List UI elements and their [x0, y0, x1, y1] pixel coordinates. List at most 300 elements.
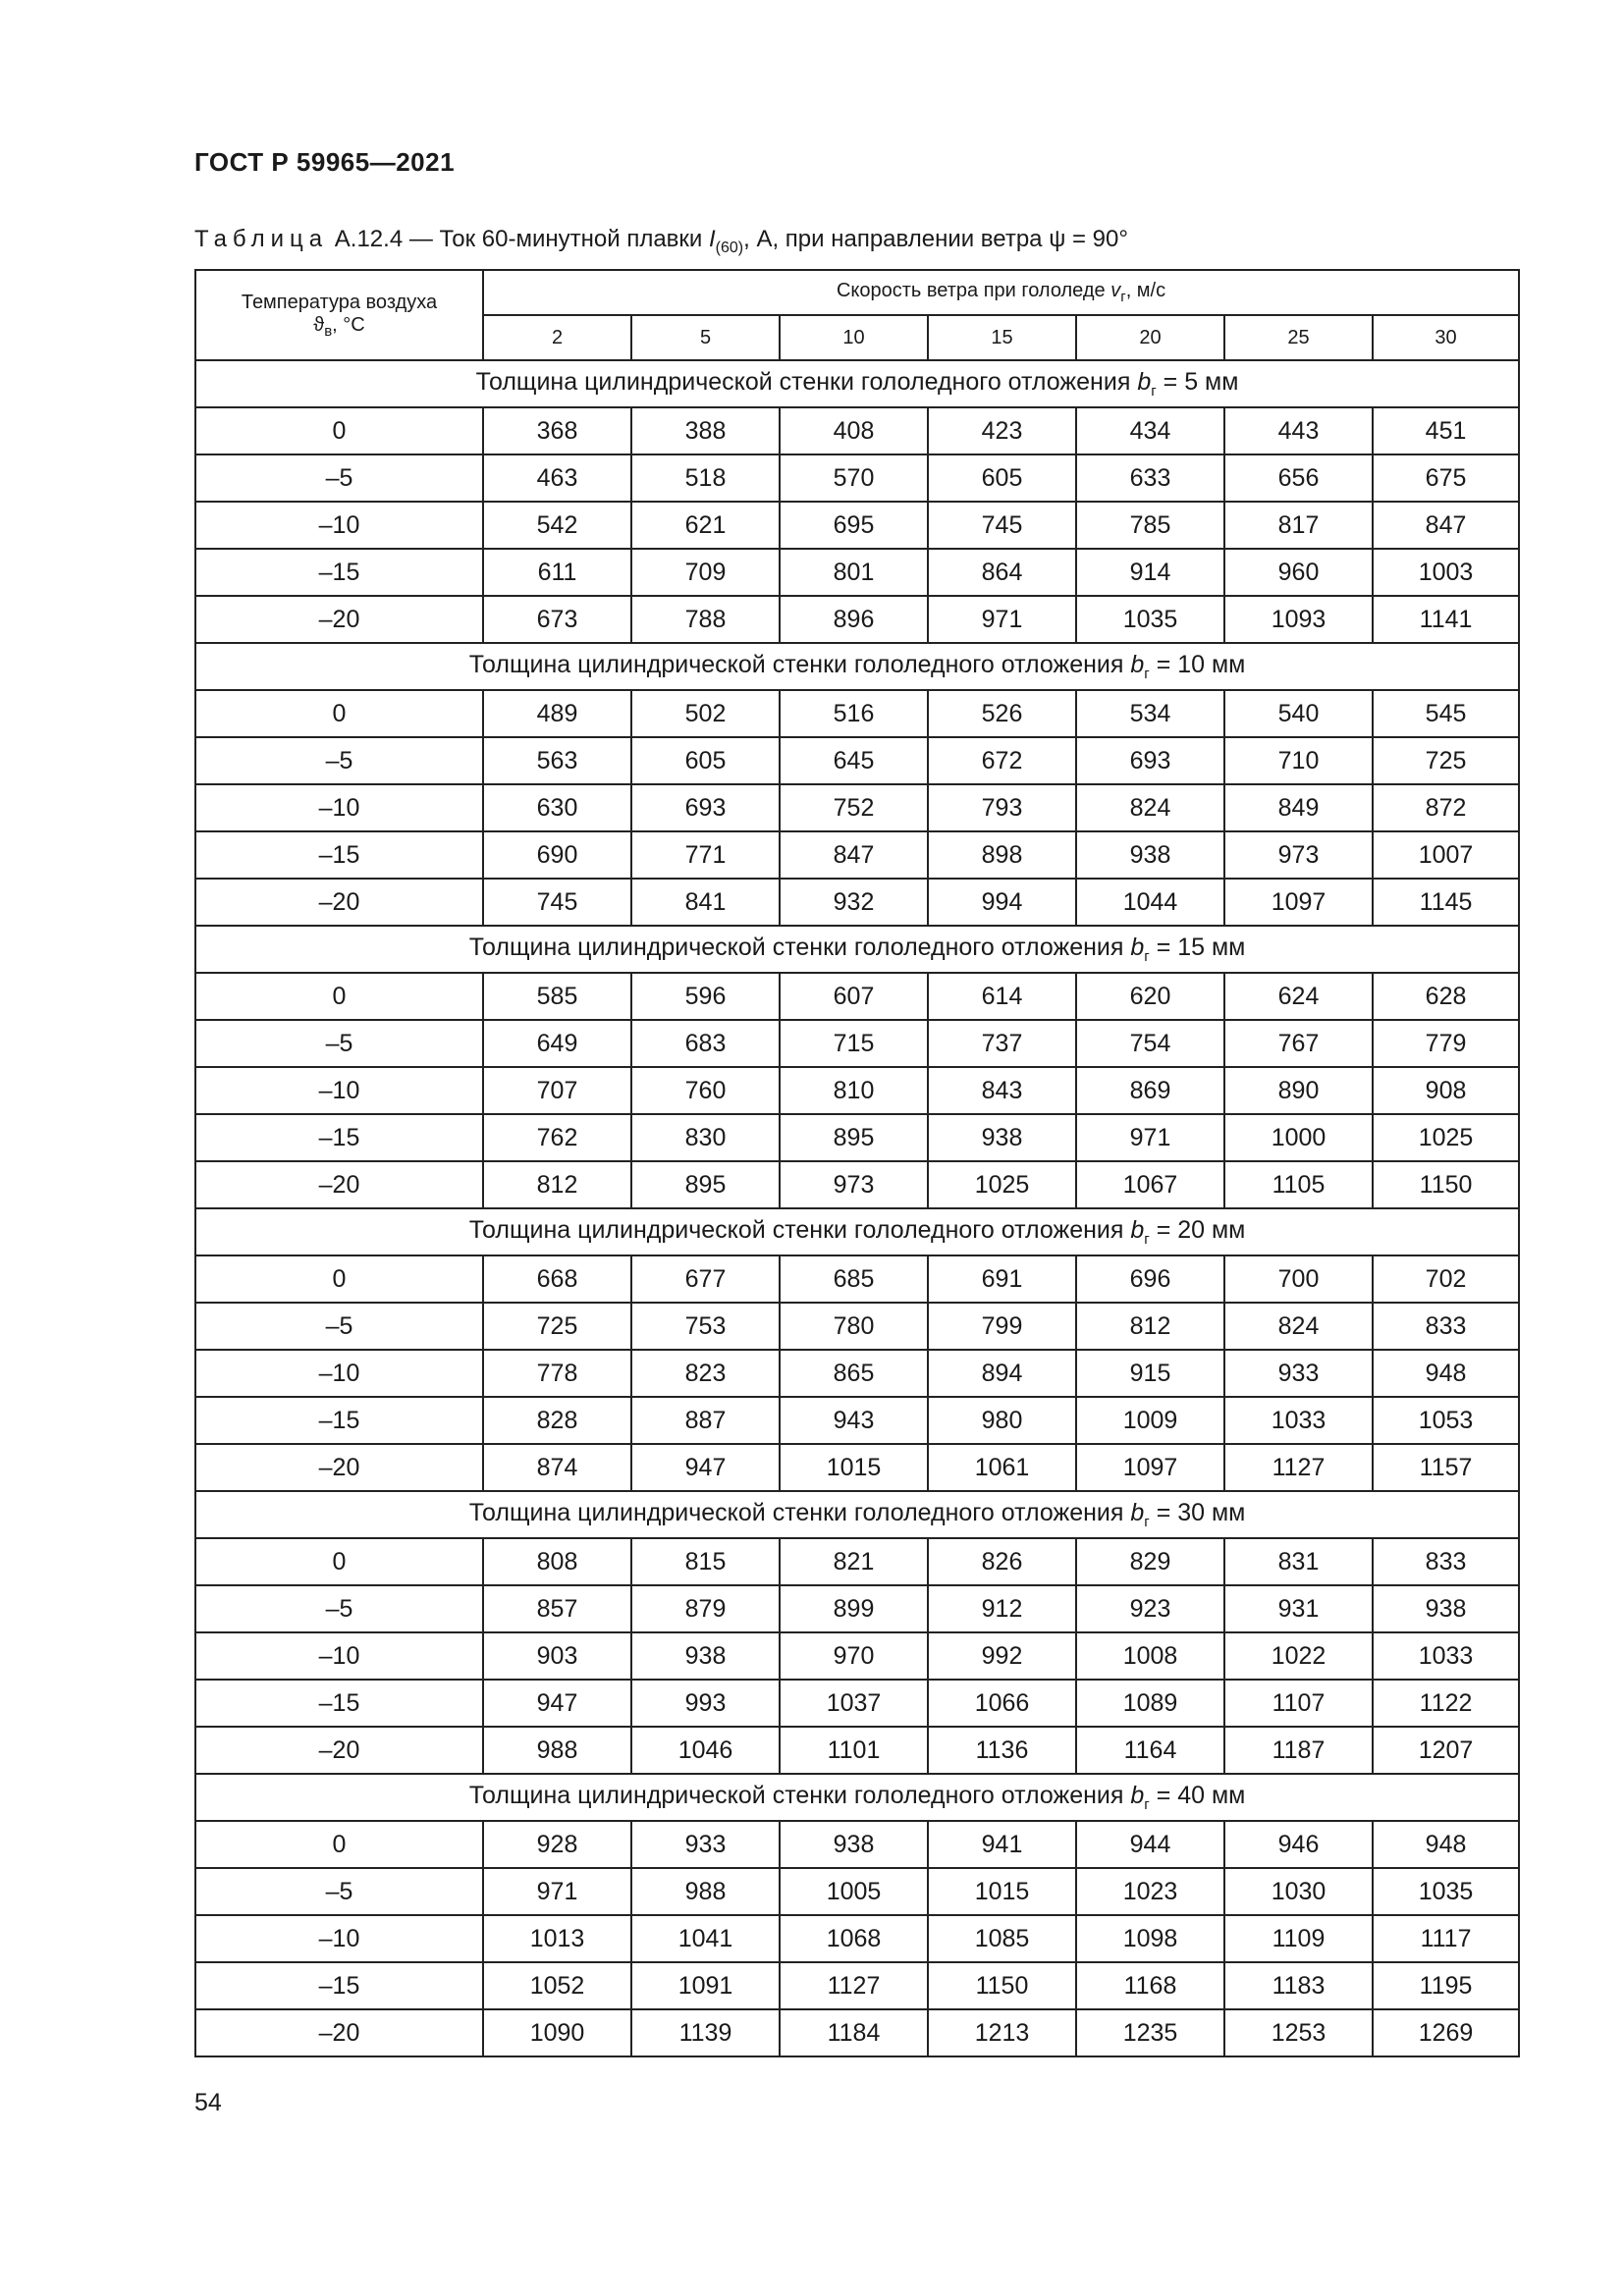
temperature-header-sub: в	[324, 322, 333, 340]
section-symbol-sub: г	[1144, 1514, 1150, 1530]
current-value-cell: 824	[1076, 784, 1224, 831]
current-value-cell: 1091	[631, 1962, 780, 2009]
current-value-cell: 947	[631, 1444, 780, 1491]
current-value-cell: 518	[631, 454, 780, 502]
table-row	[195, 549, 1519, 596]
current-value-cell: 980	[928, 1397, 1076, 1444]
current-value-cell: 847	[1373, 502, 1519, 549]
table-row	[195, 1255, 1519, 1303]
current-value-cell: 923	[1076, 1585, 1224, 1632]
current-value-cell: 898	[928, 831, 1076, 879]
current-value-cell: 1015	[780, 1444, 928, 1491]
table-row	[195, 596, 1519, 643]
temperature-cell: –10	[195, 1350, 483, 1397]
current-value-cell: 443	[1224, 407, 1373, 454]
current-value-cell: 948	[1373, 1821, 1519, 1868]
section-symbol: b	[1130, 651, 1145, 678]
caption-symbol-sub: (60)	[715, 239, 744, 256]
temperature-cell: –5	[195, 454, 483, 502]
current-value-cell: 992	[928, 1632, 1076, 1680]
temperature-cell: –15	[195, 1962, 483, 2009]
table-row	[195, 879, 1519, 926]
current-value-cell: 973	[780, 1161, 928, 1208]
current-value-cell: 585	[483, 973, 631, 1020]
current-value-cell: 833	[1373, 1303, 1519, 1350]
current-value-cell: 1035	[1373, 1868, 1519, 1915]
current-value-cell: 970	[780, 1632, 928, 1680]
current-value-cell: 563	[483, 737, 631, 784]
current-value-cell: 971	[928, 596, 1076, 643]
current-value-cell: 944	[1076, 1821, 1224, 1868]
current-value-cell: 1022	[1224, 1632, 1373, 1680]
section-header	[195, 1491, 1519, 1538]
table-row	[195, 690, 1519, 737]
wind-speed-header-text: Скорость ветра при гололеде	[836, 280, 1111, 301]
current-value-cell: 933	[1224, 1350, 1373, 1397]
section-label: Толщина цилиндрической стенки гололедного отложения	[468, 934, 1131, 961]
table-row	[195, 2009, 1519, 2056]
current-value-cell: 1122	[1373, 1680, 1519, 1727]
section-symbol: b	[1130, 1499, 1145, 1526]
temperature-cell: –10	[195, 502, 483, 549]
current-value-cell: 933	[631, 1821, 780, 1868]
temperature-cell: 0	[195, 1821, 483, 1868]
speed-header-cell: 20	[1076, 315, 1224, 360]
section-symbol-sub: г	[1144, 1796, 1150, 1813]
current-value-cell: 994	[928, 879, 1076, 926]
current-value-cell: 971	[483, 1868, 631, 1915]
current-value-cell: 668	[483, 1255, 631, 1303]
current-value-cell: 1139	[631, 2009, 780, 2056]
current-value-cell: 808	[483, 1538, 631, 1585]
current-value-cell: 672	[928, 737, 1076, 784]
current-value-cell: 915	[1076, 1350, 1224, 1397]
section-thickness: = 5 мм	[1156, 368, 1239, 396]
current-value-cell: 690	[483, 831, 631, 879]
section-header-row	[195, 1208, 1519, 1255]
section-symbol-sub: г	[1144, 1231, 1150, 1248]
current-value-cell: 1168	[1076, 1962, 1224, 2009]
current-value-cell: 368	[483, 407, 631, 454]
current-value-cell: 645	[780, 737, 928, 784]
current-value-cell: 408	[780, 407, 928, 454]
current-value-cell: 715	[780, 1020, 928, 1067]
current-value-cell: 1097	[1076, 1444, 1224, 1491]
current-value-cell: 675	[1373, 454, 1519, 502]
current-value-cell: 1150	[1373, 1161, 1519, 1208]
current-value-cell: 1183	[1224, 1962, 1373, 2009]
table-row	[195, 1821, 1519, 1868]
current-value-cell: 685	[780, 1255, 928, 1303]
current-value-cell: 1013	[483, 1915, 631, 1962]
current-value-cell: 993	[631, 1680, 780, 1727]
speed-header-cell: 15	[928, 315, 1076, 360]
temperature-cell: –20	[195, 879, 483, 926]
current-value-cell: 938	[1076, 831, 1224, 879]
current-value-cell: 847	[780, 831, 928, 879]
current-value-cell: 1235	[1076, 2009, 1224, 2056]
current-value-cell: 696	[1076, 1255, 1224, 1303]
current-value-cell: 545	[1373, 690, 1519, 737]
current-value-cell: 570	[780, 454, 928, 502]
table-row	[195, 407, 1519, 454]
current-value-cell: 621	[631, 502, 780, 549]
current-value-cell: 1033	[1373, 1632, 1519, 1680]
current-value-cell: 1030	[1224, 1868, 1373, 1915]
temperature-cell: –10	[195, 1632, 483, 1680]
current-value-cell: 423	[928, 407, 1076, 454]
current-value-cell: 1007	[1373, 831, 1519, 879]
table-row	[195, 1067, 1519, 1114]
current-value-cell: 973	[1224, 831, 1373, 879]
temperature-cell: –15	[195, 1114, 483, 1161]
current-value-cell: 700	[1224, 1255, 1373, 1303]
section-symbol: b	[1137, 368, 1152, 396]
caption-prefix: Таблица	[194, 226, 329, 252]
temperature-cell: –15	[195, 549, 483, 596]
current-value-cell: 988	[631, 1868, 780, 1915]
page-number: 54	[194, 2089, 222, 2116]
current-value-cell: 788	[631, 596, 780, 643]
temperature-cell: –10	[195, 1915, 483, 1962]
current-value-cell: 1253	[1224, 2009, 1373, 2056]
current-value-cell: 829	[1076, 1538, 1224, 1585]
section-header-row	[195, 643, 1519, 690]
current-value-cell: 971	[1076, 1114, 1224, 1161]
current-value-cell: 620	[1076, 973, 1224, 1020]
current-value-cell: 938	[1373, 1585, 1519, 1632]
section-header	[195, 643, 1519, 690]
section-thickness: = 30 мм	[1149, 1499, 1246, 1526]
current-value-cell: 745	[483, 879, 631, 926]
wind-speed-header-unit: , м/с	[1125, 280, 1166, 301]
current-value-cell: 1015	[928, 1868, 1076, 1915]
current-value-cell: 895	[631, 1161, 780, 1208]
speed-header-cell: 5	[631, 315, 780, 360]
table-row	[195, 973, 1519, 1020]
current-value-cell: 799	[928, 1303, 1076, 1350]
current-value-cell: 869	[1076, 1067, 1224, 1114]
table-row	[195, 1114, 1519, 1161]
table-row	[195, 1915, 1519, 1962]
current-value-cell: 941	[928, 1821, 1076, 1868]
current-value-cell: 879	[631, 1585, 780, 1632]
current-value-cell: 725	[483, 1303, 631, 1350]
current-value-cell: 833	[1373, 1538, 1519, 1585]
section-header	[195, 1774, 1519, 1821]
current-value-cell: 815	[631, 1538, 780, 1585]
current-value-cell: 943	[780, 1397, 928, 1444]
current-value-cell: 779	[1373, 1020, 1519, 1067]
current-value-cell: 614	[928, 973, 1076, 1020]
current-value-cell: 1044	[1076, 879, 1224, 926]
temperature-cell: –5	[195, 1303, 483, 1350]
section-header	[195, 926, 1519, 973]
current-value-cell: 760	[631, 1067, 780, 1114]
current-value-cell: 938	[780, 1821, 928, 1868]
current-value-cell: 1127	[1224, 1444, 1373, 1491]
current-value-cell: 780	[780, 1303, 928, 1350]
current-value-cell: 938	[631, 1632, 780, 1680]
current-value-cell: 542	[483, 502, 631, 549]
current-value-cell: 812	[1076, 1303, 1224, 1350]
current-value-cell: 1098	[1076, 1915, 1224, 1962]
table-row	[195, 1868, 1519, 1915]
current-value-cell: 864	[928, 549, 1076, 596]
current-value-cell: 928	[483, 1821, 631, 1868]
current-value-cell: 947	[483, 1680, 631, 1727]
temperature-cell: 0	[195, 690, 483, 737]
current-value-cell: 702	[1373, 1255, 1519, 1303]
caption-number: А.12.4	[334, 226, 404, 252]
current-value-cell: 762	[483, 1114, 631, 1161]
current-value-cell: 534	[1076, 690, 1224, 737]
table-row	[195, 1680, 1519, 1727]
temperature-cell: –20	[195, 2009, 483, 2056]
table-body	[195, 360, 1519, 2056]
table-row	[195, 1397, 1519, 1444]
current-value-cell: 1105	[1224, 1161, 1373, 1208]
table-row	[195, 1020, 1519, 1067]
current-value-cell: 649	[483, 1020, 631, 1067]
speed-header-cell: 30	[1373, 315, 1519, 360]
section-label: Толщина цилиндрической стенки гололедного отложения	[468, 1499, 1131, 1526]
current-value-cell: 899	[780, 1585, 928, 1632]
header-row-1	[195, 270, 1519, 315]
current-value-cell: 607	[780, 973, 928, 1020]
current-value-cell: 695	[780, 502, 928, 549]
current-value-cell: 1003	[1373, 549, 1519, 596]
current-value-cell: 683	[631, 1020, 780, 1067]
table-row	[195, 1632, 1519, 1680]
current-value-cell: 946	[1224, 1821, 1373, 1868]
current-value-cell: 778	[483, 1350, 631, 1397]
section-symbol: b	[1130, 1216, 1145, 1244]
temperature-cell: –20	[195, 596, 483, 643]
current-value-cell: 1145	[1373, 879, 1519, 926]
current-value-cell: 1067	[1076, 1161, 1224, 1208]
current-value-cell: 656	[1224, 454, 1373, 502]
section-thickness: = 20 мм	[1149, 1216, 1246, 1244]
current-value-cell: 1061	[928, 1444, 1076, 1491]
temperature-cell: –20	[195, 1444, 483, 1491]
current-value-cell: 948	[1373, 1350, 1519, 1397]
current-value-cell: 1127	[780, 1962, 928, 2009]
current-value-cell: 1164	[1076, 1727, 1224, 1774]
current-value-cell: 709	[631, 549, 780, 596]
wind-speed-header-symbol: v	[1110, 280, 1121, 301]
current-value-cell: 1195	[1373, 1962, 1519, 2009]
temperature-cell: –20	[195, 1727, 483, 1774]
current-value-cell: 841	[631, 879, 780, 926]
wind-speed-header	[483, 270, 1519, 315]
temperature-header-symbol: ϑ	[313, 313, 325, 336]
current-value-cell: 932	[780, 879, 928, 926]
table-row	[195, 1161, 1519, 1208]
current-value-cell: 1085	[928, 1915, 1076, 1962]
current-value-cell: 630	[483, 784, 631, 831]
current-value-cell: 887	[631, 1397, 780, 1444]
current-value-cell: 737	[928, 1020, 1076, 1067]
current-value-cell: 633	[1076, 454, 1224, 502]
current-value-cell: 1141	[1373, 596, 1519, 643]
temperature-header-unit: , °С	[332, 313, 365, 336]
temperature-cell: –10	[195, 1067, 483, 1114]
section-label: Толщина цилиндрической стенки гололедного отложения	[468, 1216, 1131, 1244]
current-value-cell: 540	[1224, 690, 1373, 737]
current-value-cell: 824	[1224, 1303, 1373, 1350]
current-value-cell: 754	[1076, 1020, 1224, 1067]
current-value-cell: 489	[483, 690, 631, 737]
section-header-row	[195, 926, 1519, 973]
current-value-cell: 596	[631, 973, 780, 1020]
current-value-cell: 821	[780, 1538, 928, 1585]
current-value-cell: 988	[483, 1727, 631, 1774]
current-value-cell: 874	[483, 1444, 631, 1491]
current-value-cell: 1041	[631, 1915, 780, 1962]
current-value-cell: 605	[928, 454, 1076, 502]
current-value-cell: 752	[780, 784, 928, 831]
temperature-cell: –15	[195, 1680, 483, 1727]
current-value-cell: 801	[780, 549, 928, 596]
table-row	[195, 502, 1519, 549]
current-value-cell: 831	[1224, 1538, 1373, 1585]
current-value-cell: 1025	[928, 1161, 1076, 1208]
current-value-cell: 516	[780, 690, 928, 737]
document-code: ГОСТ Р 59965—2021	[194, 147, 456, 177]
current-value-cell: 611	[483, 549, 631, 596]
current-value-cell: 793	[928, 784, 1076, 831]
current-value-cell: 908	[1373, 1067, 1519, 1114]
current-value-cell: 894	[928, 1350, 1076, 1397]
current-value-cell: 931	[1224, 1585, 1373, 1632]
current-value-cell: 1053	[1373, 1397, 1519, 1444]
current-value-cell: 812	[483, 1161, 631, 1208]
current-value-cell: 826	[928, 1538, 1076, 1585]
table-row	[195, 1727, 1519, 1774]
section-symbol-sub: г	[1144, 948, 1150, 965]
table-row	[195, 1962, 1519, 2009]
current-value-cell: 1207	[1373, 1727, 1519, 1774]
table-row	[195, 1538, 1519, 1585]
temperature-cell: –5	[195, 1585, 483, 1632]
current-value-cell: 890	[1224, 1067, 1373, 1114]
section-symbol: b	[1130, 934, 1145, 961]
section-label: Толщина цилиндрической стенки гололедного отложения	[468, 651, 1131, 678]
current-value-cell: 895	[780, 1114, 928, 1161]
current-value-cell: 1068	[780, 1915, 928, 1962]
current-value-cell: 753	[631, 1303, 780, 1350]
table-row	[195, 1303, 1519, 1350]
current-value-cell: 388	[631, 407, 780, 454]
section-symbol-sub: г	[1144, 666, 1150, 682]
temperature-cell: –10	[195, 784, 483, 831]
current-value-cell: 677	[631, 1255, 780, 1303]
current-value-cell: 434	[1076, 407, 1224, 454]
current-value-cell: 1136	[928, 1727, 1076, 1774]
table-row	[195, 784, 1519, 831]
current-value-cell: 1023	[1076, 1868, 1224, 1915]
current-value-cell: 502	[631, 690, 780, 737]
current-value-cell: 745	[928, 502, 1076, 549]
current-value-cell: 605	[631, 737, 780, 784]
table-row	[195, 831, 1519, 879]
current-value-cell: 628	[1373, 973, 1519, 1020]
section-thickness: = 10 мм	[1149, 651, 1246, 678]
current-value-cell: 1000	[1224, 1114, 1373, 1161]
temperature-cell: –5	[195, 737, 483, 784]
current-value-cell: 1033	[1224, 1397, 1373, 1444]
section-thickness: = 40 мм	[1149, 1782, 1246, 1809]
table-caption	[194, 226, 1128, 257]
table-row	[195, 1350, 1519, 1397]
caption-symbol: I	[709, 226, 716, 252]
current-value-cell: 960	[1224, 549, 1373, 596]
speed-header-cell: 25	[1224, 315, 1373, 360]
current-value-cell: 1269	[1373, 2009, 1519, 2056]
caption-text-after: , А, при направлении ветра ψ = 90°	[743, 226, 1128, 252]
section-symbol-sub: г	[1151, 383, 1157, 400]
current-value-cell: 1117	[1373, 1915, 1519, 1962]
section-header-row	[195, 1491, 1519, 1538]
temperature-cell: –15	[195, 831, 483, 879]
current-value-cell: 1109	[1224, 1915, 1373, 1962]
temperature-cell: 0	[195, 1538, 483, 1585]
current-value-cell: 865	[780, 1350, 928, 1397]
current-table	[194, 269, 1520, 2057]
current-value-cell: 817	[1224, 502, 1373, 549]
current-value-cell: 707	[483, 1067, 631, 1114]
current-value-cell: 771	[631, 831, 780, 879]
section-header	[195, 1208, 1519, 1255]
temperature-header	[195, 270, 483, 360]
current-value-cell: 843	[928, 1067, 1076, 1114]
current-value-cell: 1037	[780, 1680, 928, 1727]
current-value-cell: 767	[1224, 1020, 1373, 1067]
section-header-row	[195, 1774, 1519, 1821]
temperature-cell: –5	[195, 1020, 483, 1067]
current-value-cell: 896	[780, 596, 928, 643]
current-value-cell: 914	[1076, 549, 1224, 596]
table-row	[195, 454, 1519, 502]
current-value-cell: 912	[928, 1585, 1076, 1632]
current-value-cell: 526	[928, 690, 1076, 737]
current-value-cell: 1184	[780, 2009, 928, 2056]
caption-text-before: — Ток 60-минутной плавки	[403, 226, 709, 252]
speed-header-cell: 10	[780, 315, 928, 360]
section-header-row	[195, 360, 1519, 407]
current-value-cell: 463	[483, 454, 631, 502]
current-value-cell: 830	[631, 1114, 780, 1161]
current-value-cell: 1066	[928, 1680, 1076, 1727]
current-value-cell: 823	[631, 1350, 780, 1397]
current-value-cell: 1107	[1224, 1680, 1373, 1727]
temperature-cell: 0	[195, 973, 483, 1020]
current-value-cell: 451	[1373, 407, 1519, 454]
current-value-cell: 903	[483, 1632, 631, 1680]
section-label: Толщина цилиндрической стенки гололедного отложения	[468, 1782, 1131, 1809]
current-value-cell: 725	[1373, 737, 1519, 784]
current-value-cell: 857	[483, 1585, 631, 1632]
temperature-header-label: Температура воздуха	[241, 291, 438, 313]
current-value-cell: 1009	[1076, 1397, 1224, 1444]
temperature-cell: –15	[195, 1397, 483, 1444]
current-value-cell: 938	[928, 1114, 1076, 1161]
current-value-cell: 673	[483, 596, 631, 643]
current-value-cell: 1005	[780, 1868, 928, 1915]
current-value-cell: 624	[1224, 973, 1373, 1020]
current-value-cell: 849	[1224, 784, 1373, 831]
